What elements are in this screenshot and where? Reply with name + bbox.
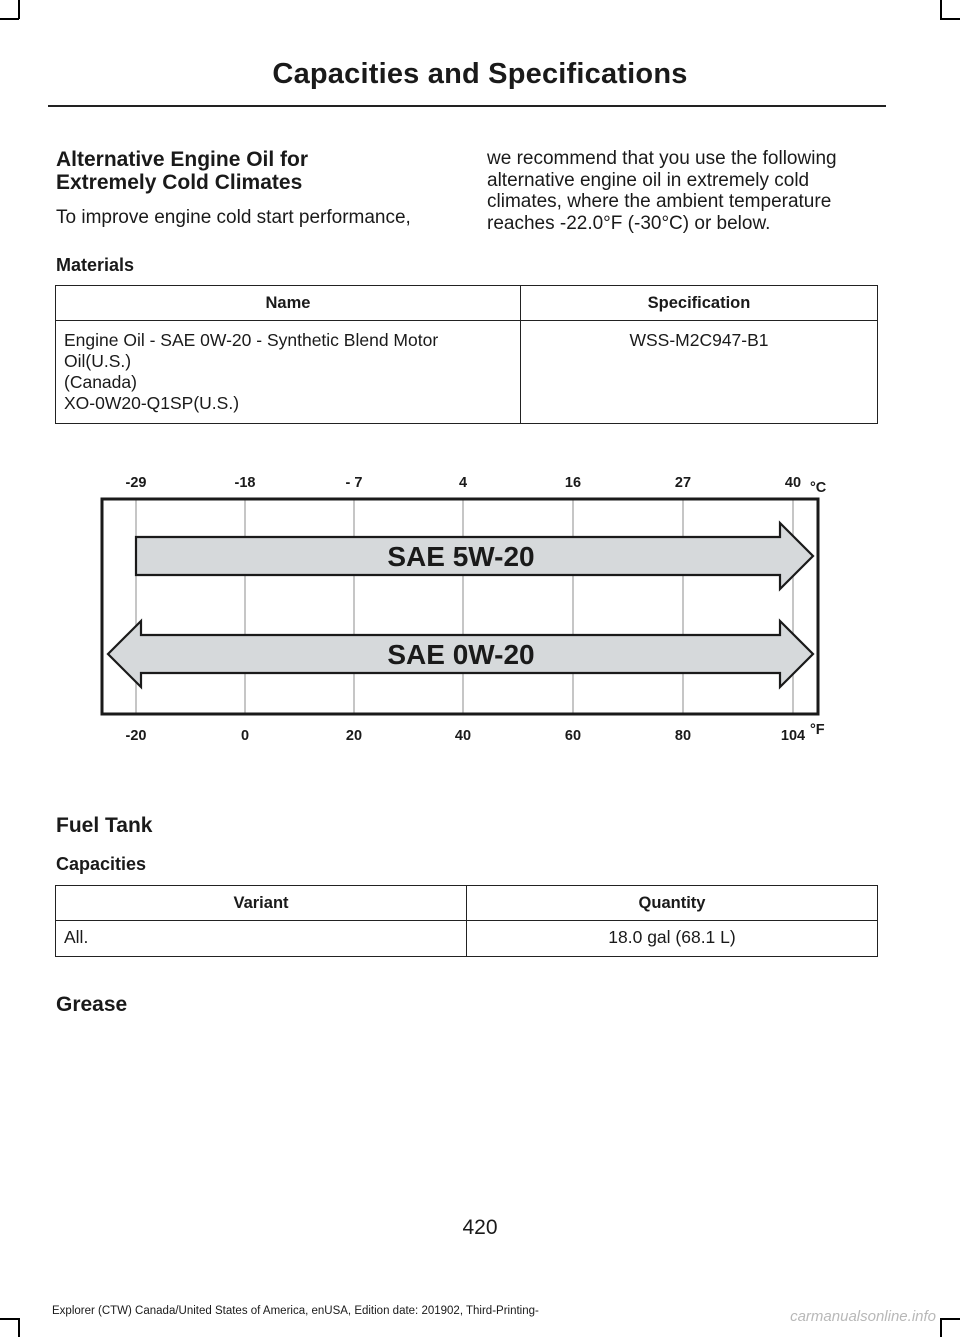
page-number: 420	[462, 1216, 498, 1239]
grease-heading: Grease	[56, 993, 128, 1016]
crop-mark	[940, 0, 942, 19]
crop-mark	[18, 1318, 20, 1337]
crop-mark	[0, 1318, 19, 1320]
fahrenheit-tick-label: 104	[780, 728, 806, 744]
section-heading-alt-oil	[56, 148, 308, 194]
capacities-heading: Capacities	[56, 854, 147, 874]
celsius-tick-label: - 7	[345, 475, 363, 491]
oil-paragraph	[487, 148, 837, 234]
viscosity-range-label: SAE 0W-20	[387, 639, 535, 670]
crop-mark	[0, 18, 19, 20]
celsius-unit-label: °C	[810, 480, 827, 496]
paragraph-line: reaches -22.0°F (-30°C) or below.	[487, 212, 771, 234]
fahrenheit-tick-label: 20	[345, 728, 363, 744]
crop-mark	[940, 1318, 960, 1320]
oil-viscosity-chart-svg	[96, 466, 856, 756]
material-name-cell	[56, 321, 521, 424]
heading-line: Extremely Cold Climates	[56, 171, 303, 194]
oil-viscosity-chart	[96, 466, 856, 756]
fahrenheit-tick-label: 40	[454, 728, 472, 744]
fahrenheit-unit-label: °F	[810, 722, 825, 738]
paragraph-line: alternative engine oil in extremely cold	[487, 169, 810, 191]
celsius-tick-label: 27	[674, 475, 692, 491]
column-header-quantity: Quantity	[467, 886, 878, 921]
fahrenheit-tick-label: 0	[240, 728, 250, 744]
footer-edition: Explorer (CTW) Canada/United States of America, enUSA, Edition date: 201902, Third-Printing-	[52, 1305, 539, 1317]
column-header-variant: Variant	[56, 886, 467, 921]
table-row	[56, 921, 878, 957]
fuel-tank-heading: Fuel Tank	[56, 814, 153, 837]
fahrenheit-tick-label: 60	[564, 728, 582, 744]
paragraph-line: we recommend that you use the following	[487, 148, 837, 169]
celsius-tick-label: 40	[784, 475, 802, 491]
crop-mark	[940, 1318, 942, 1337]
column-header-specification: Specification	[521, 286, 878, 321]
materials-heading: Materials	[56, 255, 135, 275]
celsius-tick-label: -29	[125, 475, 147, 491]
paragraph-line: climates, where the ambient temperature	[487, 191, 832, 212]
specification-cell: WSS-M2C947-B1	[521, 321, 878, 424]
material-name-line: Oil(U.S.)	[64, 351, 132, 371]
intro-text: To improve engine cold start performance,	[56, 207, 411, 228]
variant-cell: All.	[56, 921, 467, 957]
fuel-capacity-table	[55, 885, 878, 957]
crop-mark	[940, 18, 960, 20]
watermark: carmanualsonline.info	[790, 1308, 936, 1325]
viscosity-range-label: SAE 5W-20	[387, 541, 535, 572]
column-header-name: Name	[56, 286, 521, 321]
page-title: Capacities and Specifications	[272, 58, 688, 90]
celsius-tick-label: 16	[564, 475, 582, 491]
material-name-line: XO-0W20-Q1SP(U.S.)	[64, 393, 240, 413]
chart-frame-bg	[102, 499, 818, 714]
material-name-line: Engine Oil - SAE 0W-20 - Synthetic Blend Motor	[64, 330, 439, 350]
title-divider	[48, 105, 886, 107]
fahrenheit-tick-label: 80	[674, 728, 692, 744]
heading-line: Alternative Engine Oil for	[56, 148, 309, 171]
fahrenheit-tick-label: -20	[125, 728, 147, 744]
table-row	[56, 321, 878, 424]
celsius-tick-label: 4	[458, 475, 468, 491]
materials-table	[55, 285, 878, 424]
quantity-cell: 18.0 gal (68.1 L)	[467, 921, 878, 957]
celsius-tick-label: -18	[234, 475, 256, 491]
crop-mark	[18, 0, 20, 19]
material-name-line: (Canada)	[64, 372, 137, 392]
